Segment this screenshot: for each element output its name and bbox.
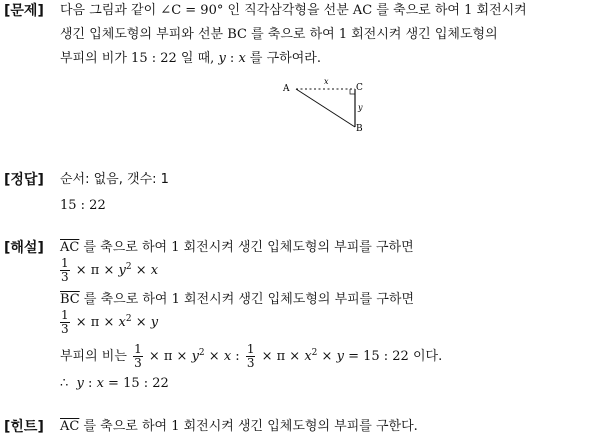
right-triangle-figure (280, 74, 370, 134)
hint-segment-ac: $\overline{AC}$ (60, 419, 80, 434)
hint-line (60, 418, 418, 436)
answer-line-1: 순서: 없음, 갯수: 1 (60, 172, 169, 187)
problem-line-1: 다음 그림과 같이 ∠C = 90° 인 직각삼각형을 선분 AC 를 축으로 하여 1 회전시켜 (60, 3, 527, 18)
fraction-one-third: $\frac{1}{3}$ (61, 256, 69, 284)
fraction-one-third: $\frac{1}{3}$ (61, 308, 69, 336)
side-x-label: x (324, 77, 329, 86)
problem-line-3-suffix: 를 구하여라. (245, 51, 321, 66)
side-y-label: y (358, 103, 363, 112)
fraction-one-third: $\frac{1}{3}$ (134, 342, 142, 370)
hint-label: [힌트] (4, 419, 44, 435)
vertex-c-label: C (356, 83, 363, 93)
problem-line-2: 생긴 입체도형의 부피와 선분 BC 를 축으로 하여 1 회전시켜 생긴 입체도형의 (60, 27, 498, 42)
hint-text: 를 축으로 하여 1 회전시켜 생긴 입체도형의 부피를 구한다. (79, 419, 418, 434)
answer-line-2: 15 : 22 (60, 198, 106, 213)
problem-line-3-prefix: 부피의 비가 15 : 22 일 때, (60, 51, 219, 66)
problem-label: [문제] (4, 3, 44, 19)
right-angle-mark (350, 89, 355, 94)
problem-colon: : (225, 51, 239, 66)
vertex-a-label: A (283, 84, 290, 94)
solution-rotate-text-1: 를 축으로 하여 1 회전시켜 생긴 입체도형의 부피를 구하면 (79, 240, 414, 255)
answer-label: [정답] (4, 172, 44, 188)
solution-label: [해설] (4, 240, 44, 256)
fraction-one-third: $\frac{1}{3}$ (246, 342, 255, 370)
solution-ratio-line: 부피의 비는 $\frac{1}{3}$ × $\pi \times y^2 \times x$ : $\frac{1}{3}$ × $\pi \times x^2 \times y = 15$ : 22 이다. (60, 342, 443, 370)
solution-rotate-text-2: 를 축으로 하여 1 회전시켜 생긴 입체도형의 부피를 구하면 (79, 292, 415, 307)
triangle-side-ab (296, 89, 355, 127)
solution-line-1 (60, 239, 414, 257)
solution-expr-2: $\frac{1}{3}$ × $\pi \times x^2 \times y$ (61, 308, 159, 336)
segment-bc: $\overline{BC}$ (60, 292, 80, 307)
solution-line-2 (60, 291, 414, 309)
problem-line-3 (60, 50, 321, 68)
vertex-b-label: B (356, 124, 363, 134)
solution-expr-1: $\frac{1}{3}$ × $\pi \times y^2 \times x$ (61, 256, 159, 284)
solution-conclusion: ∴ y : x = 15 : 22 (60, 376, 169, 391)
segment-ac: $\overline{AC}$ (60, 240, 80, 255)
problem-var-x: x (238, 51, 246, 66)
problem-var-y: y (218, 51, 226, 66)
